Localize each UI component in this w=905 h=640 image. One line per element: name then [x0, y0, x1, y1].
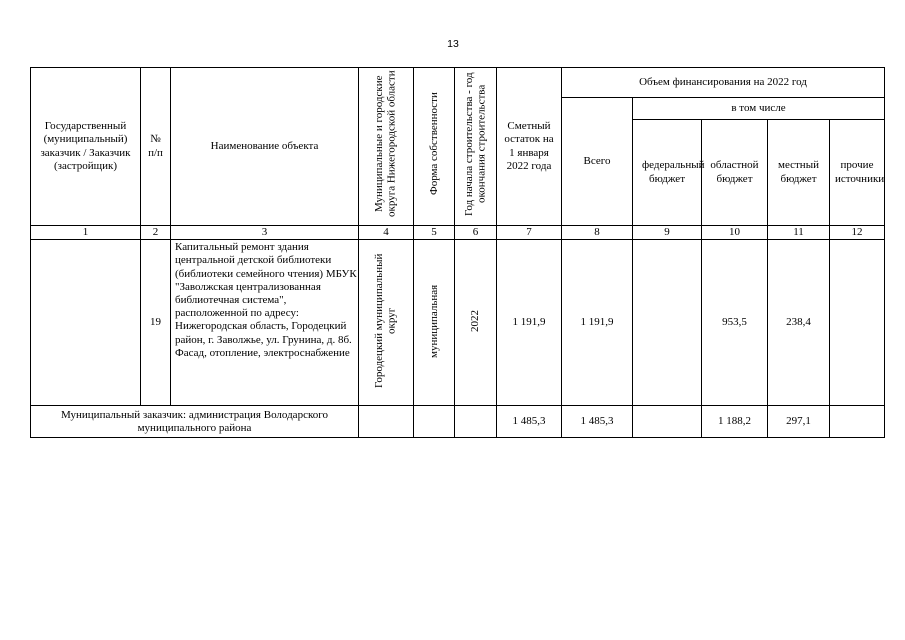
header-funding: Объем финансирования на 2022 год [562, 68, 885, 98]
row-municipal-district: Городецкий муниципальный округ [359, 240, 414, 406]
header-total: Всего [562, 98, 633, 226]
header-local: местный бюджет [768, 120, 830, 226]
header-municipal-districts: Муниципальные и городские округа Нижегородской области [359, 68, 414, 226]
col-num: 2 [141, 226, 171, 240]
row-total: 1 191,9 [562, 240, 633, 406]
summary-row [31, 406, 885, 438]
col-num: 3 [171, 226, 359, 240]
table-row [31, 240, 885, 406]
column-numbers-row [31, 226, 885, 240]
header-years: Год начала строительства - год окончания строительства [455, 68, 497, 226]
col-num: 9 [633, 226, 702, 240]
row-estimate-balance: 1 191,9 [497, 240, 562, 406]
summary-local: 297,1 [768, 406, 830, 438]
col-num: 6 [455, 226, 497, 240]
summary-regional: 1 188,2 [702, 406, 768, 438]
header-ownership: Форма собственности [414, 68, 455, 226]
col-num: 8 [562, 226, 633, 240]
summary-label: Муниципальный заказчик: администрация Володарского муниципального района [31, 406, 359, 438]
row-object-name: Капитальный ремонт здания центральной детской библиотеки (библиотеки семейного чтения) МБУК "Заволжская централизованная библиотечная система", расположенной по адресу: Нижегородская область, Городецкий район, г. Заволжье, ул. Грунина, д. 8б. Фасад, отопление, электроснабжение [171, 240, 359, 406]
header-estimate-balance: Сметный остаток на 1 января 2022 года [497, 68, 562, 226]
col-num: 11 [768, 226, 830, 240]
header-federal: федеральный бюджет [633, 120, 702, 226]
header-other: прочие источники [830, 120, 885, 226]
col-num: 12 [830, 226, 885, 240]
header-including: в том числе [633, 98, 885, 120]
summary-empty [359, 406, 414, 438]
summary-empty [414, 406, 455, 438]
page-number: 13 [447, 38, 459, 50]
row-ownership: муниципальная [414, 240, 455, 406]
header-object-name: Наименование объекта [171, 68, 359, 226]
col-num: 10 [702, 226, 768, 240]
row-no: 19 [141, 240, 171, 406]
row-years: 2022 [455, 240, 497, 406]
header-customer: Государственный (муниципальный) заказчик / Заказчик (застройщик) [31, 68, 141, 226]
row-federal [633, 240, 702, 406]
row-customer [31, 240, 141, 406]
col-num: 1 [31, 226, 141, 240]
col-num: 5 [414, 226, 455, 240]
header-regional: областной бюджет [702, 120, 768, 226]
financing-table [30, 67, 885, 438]
summary-federal [633, 406, 702, 438]
row-other [830, 240, 885, 406]
row-local: 238,4 [768, 240, 830, 406]
header-no: № п/п [141, 68, 171, 226]
col-num: 7 [497, 226, 562, 240]
row-regional: 953,5 [702, 240, 768, 406]
col-num: 4 [359, 226, 414, 240]
summary-total: 1 485,3 [562, 406, 633, 438]
summary-empty [455, 406, 497, 438]
summary-estimate-balance: 1 485,3 [497, 406, 562, 438]
summary-other [830, 406, 885, 438]
